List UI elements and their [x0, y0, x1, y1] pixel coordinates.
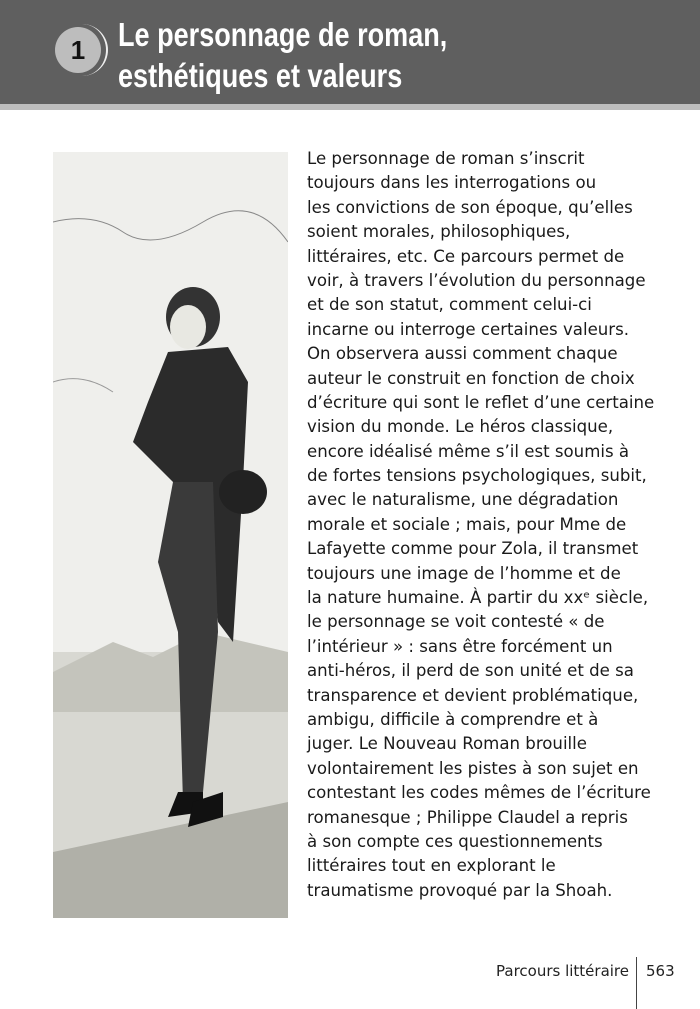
body-text-line: de fortes tensions psychologiques, subit, [307, 466, 647, 486]
title-line-2: esthétiques et valeurs [118, 57, 403, 94]
body-text-line: romanesque ; Philippe Claudel a repris [307, 807, 628, 827]
body-text-line: soient morales, philosophiques, [307, 222, 571, 242]
chapter-number-badge: 1 [55, 27, 101, 73]
body-text-line: Lafayette comme pour Zola, il transmet [307, 539, 639, 559]
body-text-line: à son compte ces questionnements [307, 831, 603, 851]
body-text-line: et de son statut, comment celui-ci [307, 295, 592, 315]
body-text-line: incarne ou interroge certaines valeurs. [307, 319, 630, 339]
body-text-line: le personnage se voit contesté « de [307, 612, 605, 632]
body-text-line: voir, à travers l’évolution du personnage [307, 270, 646, 290]
header-divider [0, 104, 700, 110]
body-text [307, 147, 654, 903]
title-line-1: Le personnage de roman, [118, 16, 448, 53]
page-number: 563 [646, 962, 675, 980]
body-text-line: On observera aussi comment chaque [307, 344, 618, 364]
chapter-title [118, 14, 447, 96]
body-text-line: d’écriture qui sont le reflet d’une certaine [307, 392, 655, 412]
footer-divider [636, 957, 637, 1009]
body-text-line: transparence et devient problématique, [307, 685, 639, 705]
footer-section-label: Parcours littéraire [496, 962, 630, 980]
engraving-illustration [53, 152, 288, 918]
body-text-line: volontairement les pistes à son sujet en [307, 758, 639, 778]
body-text-line: l’intérieur » : sans être forcément un [307, 636, 613, 656]
body-text-line: auteur le construit en fonction de choix [307, 368, 635, 388]
body-text-line: vision du monde. Le héros classique, [307, 417, 614, 437]
body-text-line: littéraires tout en explorant le [307, 856, 556, 876]
body-text-line: encore idéalisé même s’il est soumis à [307, 441, 630, 461]
body-text-line: toujours dans les interrogations ou [307, 173, 597, 193]
body-text-line: littéraires, etc. Ce parcours permet de [307, 246, 625, 266]
body-text-line: toujours une image de l’homme et de [307, 563, 621, 583]
body-text-line: traumatisme provoqué par la Shoah. [307, 880, 613, 900]
body-text-line: morale et sociale ; mais, pour Mme de [307, 514, 627, 534]
body-text-line: contestant les codes mêmes de l’écriture [307, 783, 651, 803]
body-text-line: anti-héros, il perd de son unité et de sa [307, 661, 634, 681]
dandy-figure-engraving [53, 152, 288, 918]
body-text-line: Le personnage de roman s’inscrit [307, 149, 585, 168]
body-text-line: avec le naturalisme, une dégradation [307, 490, 619, 510]
body-text-line: ambigu, difficile à comprendre et à [307, 709, 599, 729]
body-text-line: la nature humaine. À partir du xxᵉ siècle, [307, 588, 649, 608]
body-text-line: juger. Le Nouveau Roman brouille [307, 734, 587, 754]
body-text-line: les convictions de son époque, qu’elles [307, 197, 633, 217]
